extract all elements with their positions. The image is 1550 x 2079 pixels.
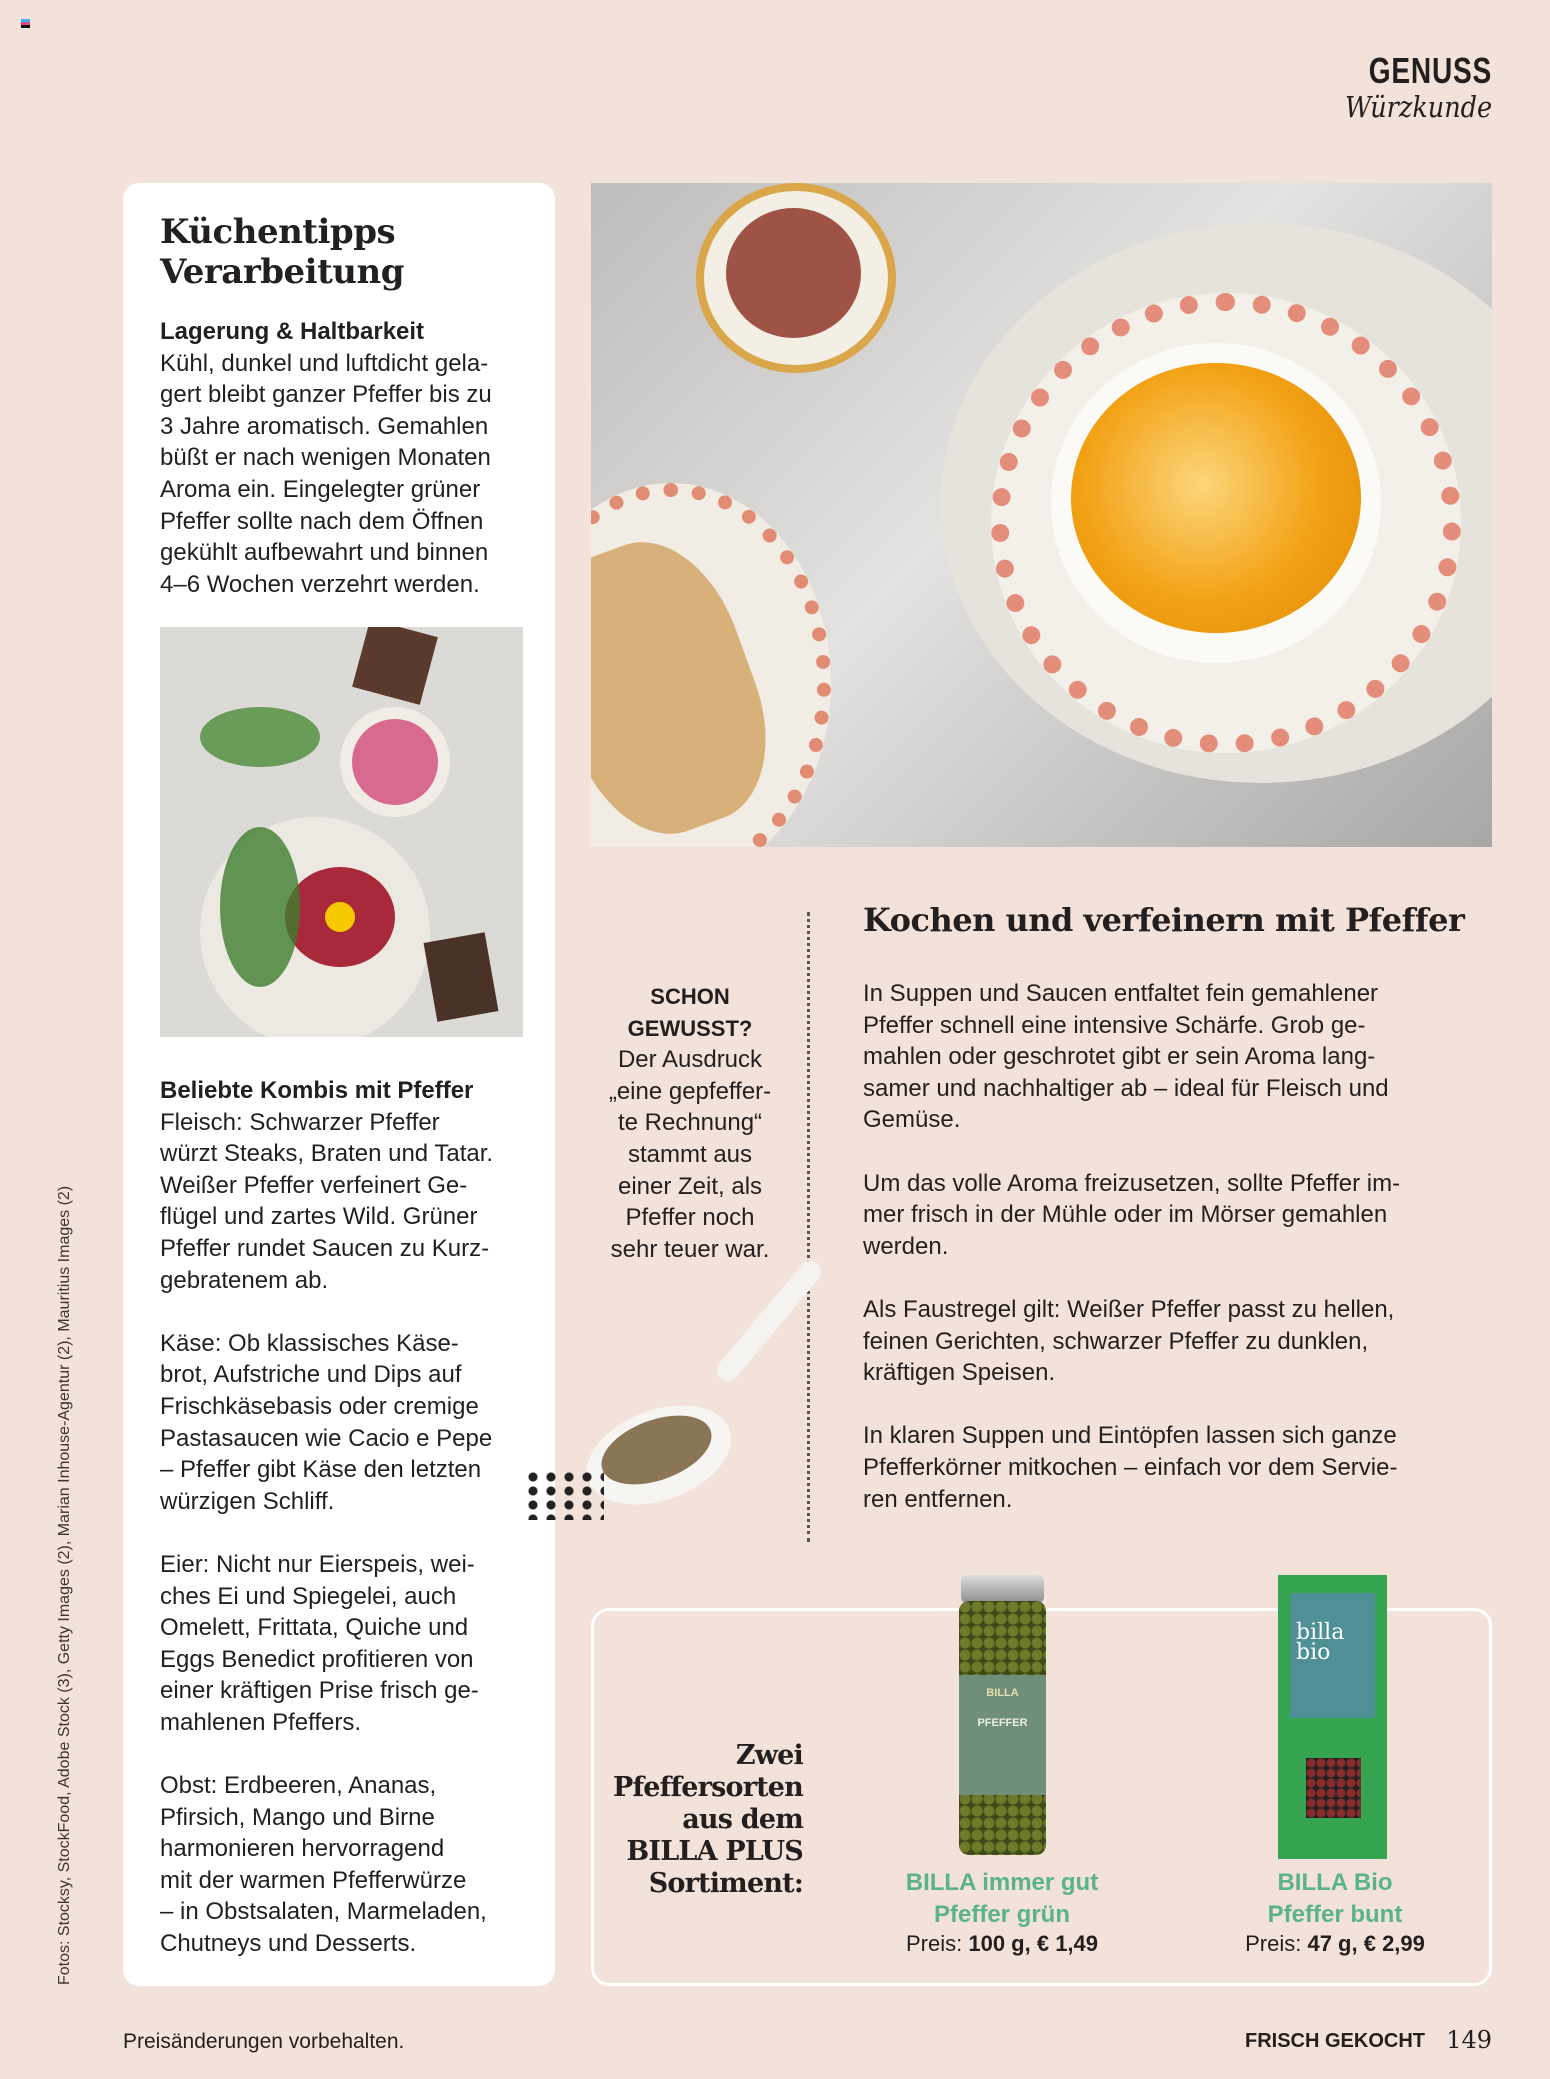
photo-credits: Fotos: Stocksy, StockFood, Adobe Stock (3), Getty Images (2), Marian Inhouse-Agentur (2), Mauritius Images (2) [56,1185,73,1985]
combos-heading: Beliebte Kombis mit Pfeffer [160,1077,474,1104]
combo-cheese: Käse: Ob klassisches Käse- brot, Aufstriche und Dips auf Frischkäsebasis oder cremige Pastasaucen wie Cacio e Pepe – Pfeffer gibt Käse den letzten würzigen Schliff. [160,1329,493,1515]
product-price: 100 g, € 1,49 [968,1931,1099,1956]
registration-mark [21,19,30,28]
article [863,900,1483,1515]
tartare-photo [160,627,523,1037]
storage-text: Kühl, dunkel und luftdicht gela- gert bleibt ganzer Pfeffer bis zu 3 Jahre aromatisch. Gemahlen büßt er nach wenigen Monaten Aroma ein. Eingelegter grüner Pfeffer sollte nach dem Öffnen gekühlt aufbewahrt und binnen 4–6 Wochen verzehrt werden. [160,349,492,598]
combo-eggs: Eier: Nicht nur Eierspeis, wei- ches Ei und Spiegelei, auch Omelett, Frittata, Quiche und Eggs Benedict profitieren von einer kräftigen Prise frisch ge- mahlenen Pfeffers. [160,1550,479,1736]
price-label: Preis: [905,1931,963,1956]
price-disclaimer: Preisänderungen vorbehalten. [123,2030,405,2053]
magazine-name: FRISCH GEKOCHT [1245,2030,1425,2052]
article-title: Kochen und verfeinern mit Pfeffer [863,901,1465,939]
soup-photo [591,183,1492,847]
product-name: BILLA immer gut Pfeffer grün [905,1869,1099,1928]
product-item [842,1867,1162,1957]
page-number: 149 [1446,2026,1492,2054]
card-title: Küchentipps Verarbeitung [160,212,404,292]
combo-fruit: Obst: Erdbeeren, Ananas, Pfirsich, Mango und Birne harmonieren hervorragend mit der warmen Pfefferwürze – in Obstsalaten, Marmeladen, Chutneys und Desserts. [160,1772,487,1958]
storage-section [160,316,540,600]
product-intro: Zwei Pfeffersorten aus dem BILLA PLUS Sortiment: [612,1740,803,1899]
article-paragraph: In Suppen und Saucen entfaltet fein gemahlener Pfeffer schnell eine intensive Schärfe. Grob ge- mahlen oder geschrotet gibt er sein Aroma lang- samer und nachhaltiger ab – ideal für Fleisch und Gemüse. [863,980,1389,1134]
product-item [1175,1867,1495,1957]
price-label: Preis: [1245,1931,1302,1956]
green-pepper-jar [957,1575,1048,1857]
storage-heading: Lagerung & Haltbarkeit [160,318,425,345]
pepper-spoon-photo [524,1270,855,1538]
did-you-know-box [590,981,790,1265]
section-label: GENUSS [1368,50,1492,91]
bag-brand: billa bio [1296,1620,1345,1665]
jar-label: PFEFFER [977,1717,1028,1729]
subsection-label: Würzkunde [1344,90,1492,124]
bio-pepper-bag [1278,1575,1387,1859]
fact-heading: SCHON GEWUSST? [627,984,753,1041]
combo-meat: Fleisch: Schwarzer Pfeffer würzt Steaks, Braten und Tatar. Weißer Pfeffer verfeinert Ge- flügel und zartes Wild. Grüner Pfeffer rundet Saucen zu Kurz- gebratenem ab. [160,1108,494,1294]
fact-text: Der Ausdruck „eine gepfeffer- te Rechnung“ stammt aus einer Zeit, als Pfeffer noch sehr teuer war. [608,1046,772,1263]
article-paragraph: Als Faustregel gilt: Weißer Pfeffer passt zu hellen, feinen Gerichten, schwarzer Pfeffer zu dunklen, kräftigen Speisen. [863,1295,1395,1387]
article-paragraph: Um das volle Aroma freizusetzen, sollte Pfeffer im- mer frisch in der Mühle oder im Mörser gemahlen werden. [863,1169,1401,1260]
product-name: BILLA Bio Pfeffer bunt [1267,1869,1403,1928]
combos-section [160,1075,550,1960]
article-paragraph: In klaren Suppen und Eintöpfen lassen sich ganze Pfefferkörner mitkochen – einfach vor dem Servie- ren entfernen. [863,1422,1398,1513]
jar-brand: BILLA [986,1687,1019,1699]
product-price: 47 g, € 2,99 [1307,1931,1425,1956]
